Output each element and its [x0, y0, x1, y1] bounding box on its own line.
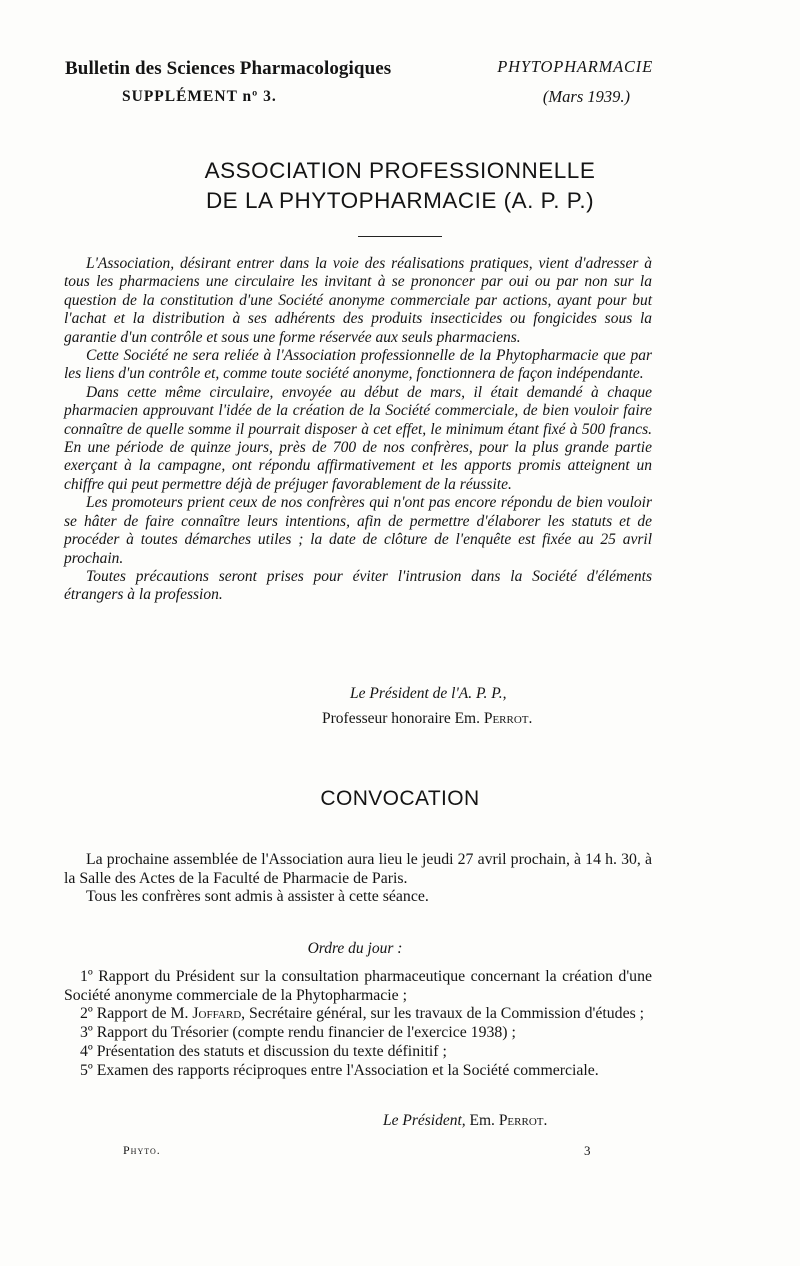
- main-title-line2: DE LA PHYTOPHARMACIE (A. P. P.): [205, 188, 595, 213]
- intro-paragraph: Cette Société ne sera reliée à l'Association professionnelle de la Phytopharmacie que par les liens d'un contrôle et, comme toute société anonyme, fonctionnera de façon indépendante.: [64, 347, 652, 383]
- agenda-item: 5º Examen des rapports réciproques entre l'Association et la Société commerciale.: [80, 1061, 599, 1079]
- final-signature-title: Le Président,: [383, 1112, 466, 1129]
- signature-prefix: Professeur honoraire Em.: [322, 710, 480, 727]
- convocation-paragraph: Tous les confrères sont admis à assister à cette séance.: [86, 888, 429, 906]
- section-label: PHYTOPHARMACIE: [497, 57, 653, 76]
- supplement-label: SUPPLÉMENT nº 3.: [122, 88, 277, 105]
- agenda-item-text: , Secrétaire général, sur les travaux de la Commission d'études ;: [241, 1005, 645, 1023]
- final-signature-surname: Perrot.: [498, 1112, 548, 1129]
- agenda-heading: Ordre du jour :: [307, 940, 403, 957]
- convocation-title: CONVOCATION: [320, 787, 480, 810]
- intro-paragraph: Dans cette même circulaire, envoyée au début de mars, il était demandé à chaque pharmacien approuvant l'idée de la création de la Société commerciale, de bien vouloir faire connaître de quelle somme il pourrait disposer à cet effet, le minimum étant fixé à 500 francs. En une période de quinze jours, près de 700 de nos confrères, pour la plus grande partie exerçant à la campagne, ont répondu affirmativement et les apports promis atteignent un chiffre qui peut permettre déjà de préjuger favorablement de la réussite.: [64, 383, 652, 493]
- signature-name: [322, 710, 532, 728]
- title-divider: [358, 236, 442, 237]
- final-signature-initial: Em.: [469, 1112, 495, 1129]
- intro-paragraph: Les promoteurs prient ceux de nos confrères qui n'ont pas encore répondu de bien vouloir se hâter de faire connaître leurs intentions, afin de permettre d'élaborer les statuts et de procéder à toutes démarches utiles ; la date de clôture de l'enquête est fixée au 25 avril prochain.: [64, 494, 652, 567]
- signature-surname: Perrot.: [483, 710, 533, 727]
- main-title-line1: ASSOCIATION PROFESSIONNELLE: [204, 158, 596, 183]
- agenda-item: [64, 1005, 652, 1024]
- agenda-item-text: 2º Rapport de M.: [80, 1005, 189, 1023]
- agenda-list: [64, 968, 652, 1080]
- agenda-item: 1º Rapport du Président sur la consultation pharmaceutique concernant la création d'une Société anonyme commerciale de la Phytopharmacie ;: [64, 968, 652, 1004]
- signature-title: Le Président de l'A. P. P.,: [350, 685, 507, 702]
- agenda-item: 4º Présentation des statuts et discussion du texte définitif ;: [80, 1042, 447, 1060]
- footer-label: Phyto.: [123, 1143, 161, 1157]
- page-number: 3: [584, 1143, 591, 1158]
- journal-title: Bulletin des Sciences Pharmacologiques: [65, 58, 392, 79]
- intro-paragraph: L'Association, désirant entrer dans la voie des réalisations pratiques, vient d'adresser à tous les pharmaciens une circulaire les invitant à se prononcer par oui ou par non sur la question de la constitution d'une Société anonyme commerciale par actions, ayant pour but l'achat et la distribution à ses adhérents des produits insecticides ou fongicides sous la garantie d'un contrôle et sous une forme réservée aux seuls pharmaciens.: [64, 255, 652, 346]
- intro-paragraph: Toutes précautions seront prises pour éviter l'intrusion dans la Société d'éléments étrangers à la profession.: [64, 567, 652, 604]
- final-signature: [383, 1112, 547, 1130]
- intro-text: [64, 255, 652, 605]
- convocation-paragraph: La prochaine assemblée de l'Association aura lieu le jeudi 27 avril prochain, à 14 h. 30, à la Salle des Actes de la Faculté de Pharmacie de Paris.: [64, 851, 652, 887]
- convocation-text: [64, 851, 652, 907]
- agenda-item-person: Joffard: [192, 1005, 242, 1023]
- issue-date: (Mars 1939.): [542, 87, 630, 106]
- agenda-item: 3º Rapport du Trésorier (compte rendu financier de l'exercice 1938) ;: [80, 1024, 516, 1042]
